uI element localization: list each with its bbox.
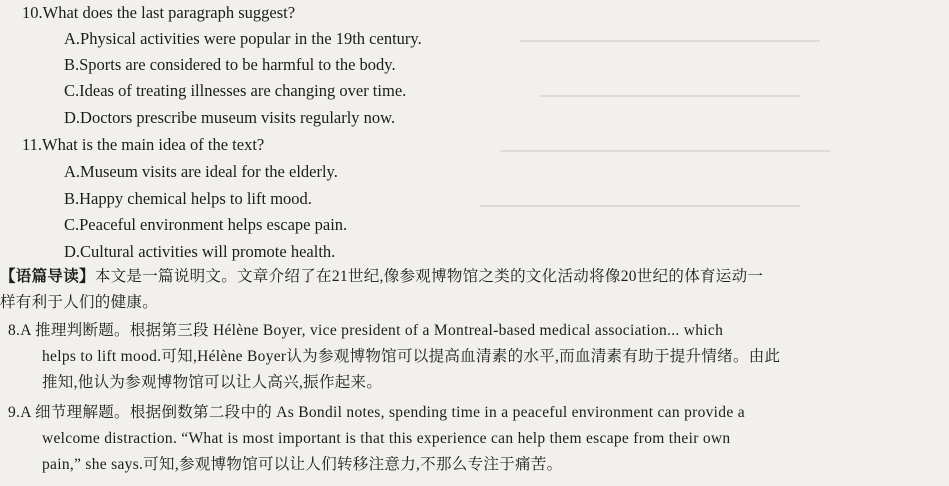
question-10-option-b: B.Sports are considered to be harmful to the body. — [64, 55, 396, 74]
answer-9-line-2: welcome distraction. “What is most important is that this experience can help them escape from their own — [42, 430, 731, 447]
reading-guide-label: 【语篇导读】 — [0, 268, 95, 285]
question-10-option-a: A.Physical activities were popular in the 19th century. — [64, 29, 422, 48]
question-10-option-c: C.Ideas of treating illnesses are changing over time. — [64, 81, 407, 100]
reading-guide-line-1 — [0, 266, 763, 288]
answer-8-line-1: 8.A 推理判断题。根据第三段 Hélène Boyer, vice president of a Montreal-based medical association... which — [8, 322, 724, 339]
answer-9-line-1: 9.A 细节理解题。根据倒数第二段中的 As Bondil notes, spending time in a peaceful environment can provide a — [8, 404, 745, 421]
question-11-option-a: A.Museum visits are ideal for the elderly. — [64, 162, 338, 181]
question-11-option-c: C.Peaceful environment helps escape pain. — [64, 215, 348, 234]
question-11-option-d: D.Cultural activities will promote health. — [64, 242, 336, 261]
answer-8-line-2: helps to lift mood.可知,Hélène Boyer认为参观博物馆可以提高血清素的水平,而血清素有助于提升情绪。由此 — [42, 348, 781, 365]
question-10-stem: 10.What does the last paragraph suggest? — [22, 3, 296, 22]
question-11-option-b: B.Happy chemical helps to lift mood. — [64, 189, 312, 208]
answer-8-line-3: 推知,他认为参观博物馆可以让人高兴,振作起来。 — [42, 374, 383, 391]
reading-guide-line-2: 样有利于人们的健康。 — [0, 294, 159, 311]
question-10-option-d: D.Doctors prescribe museum visits regularly now. — [64, 108, 396, 127]
answer-9-line-3: pain,” she says.可知,参观博物馆可以让人们转移注意力,不那么专注于痛苦。 — [42, 456, 563, 473]
reading-guide-text: 本文是一篇说明文。文章介绍了在21世纪,像参观博物馆之类的文化活动将像20世纪的体育运动一 — [94, 268, 764, 285]
question-11-stem: 11.What is the main idea of the text? — [22, 135, 265, 154]
